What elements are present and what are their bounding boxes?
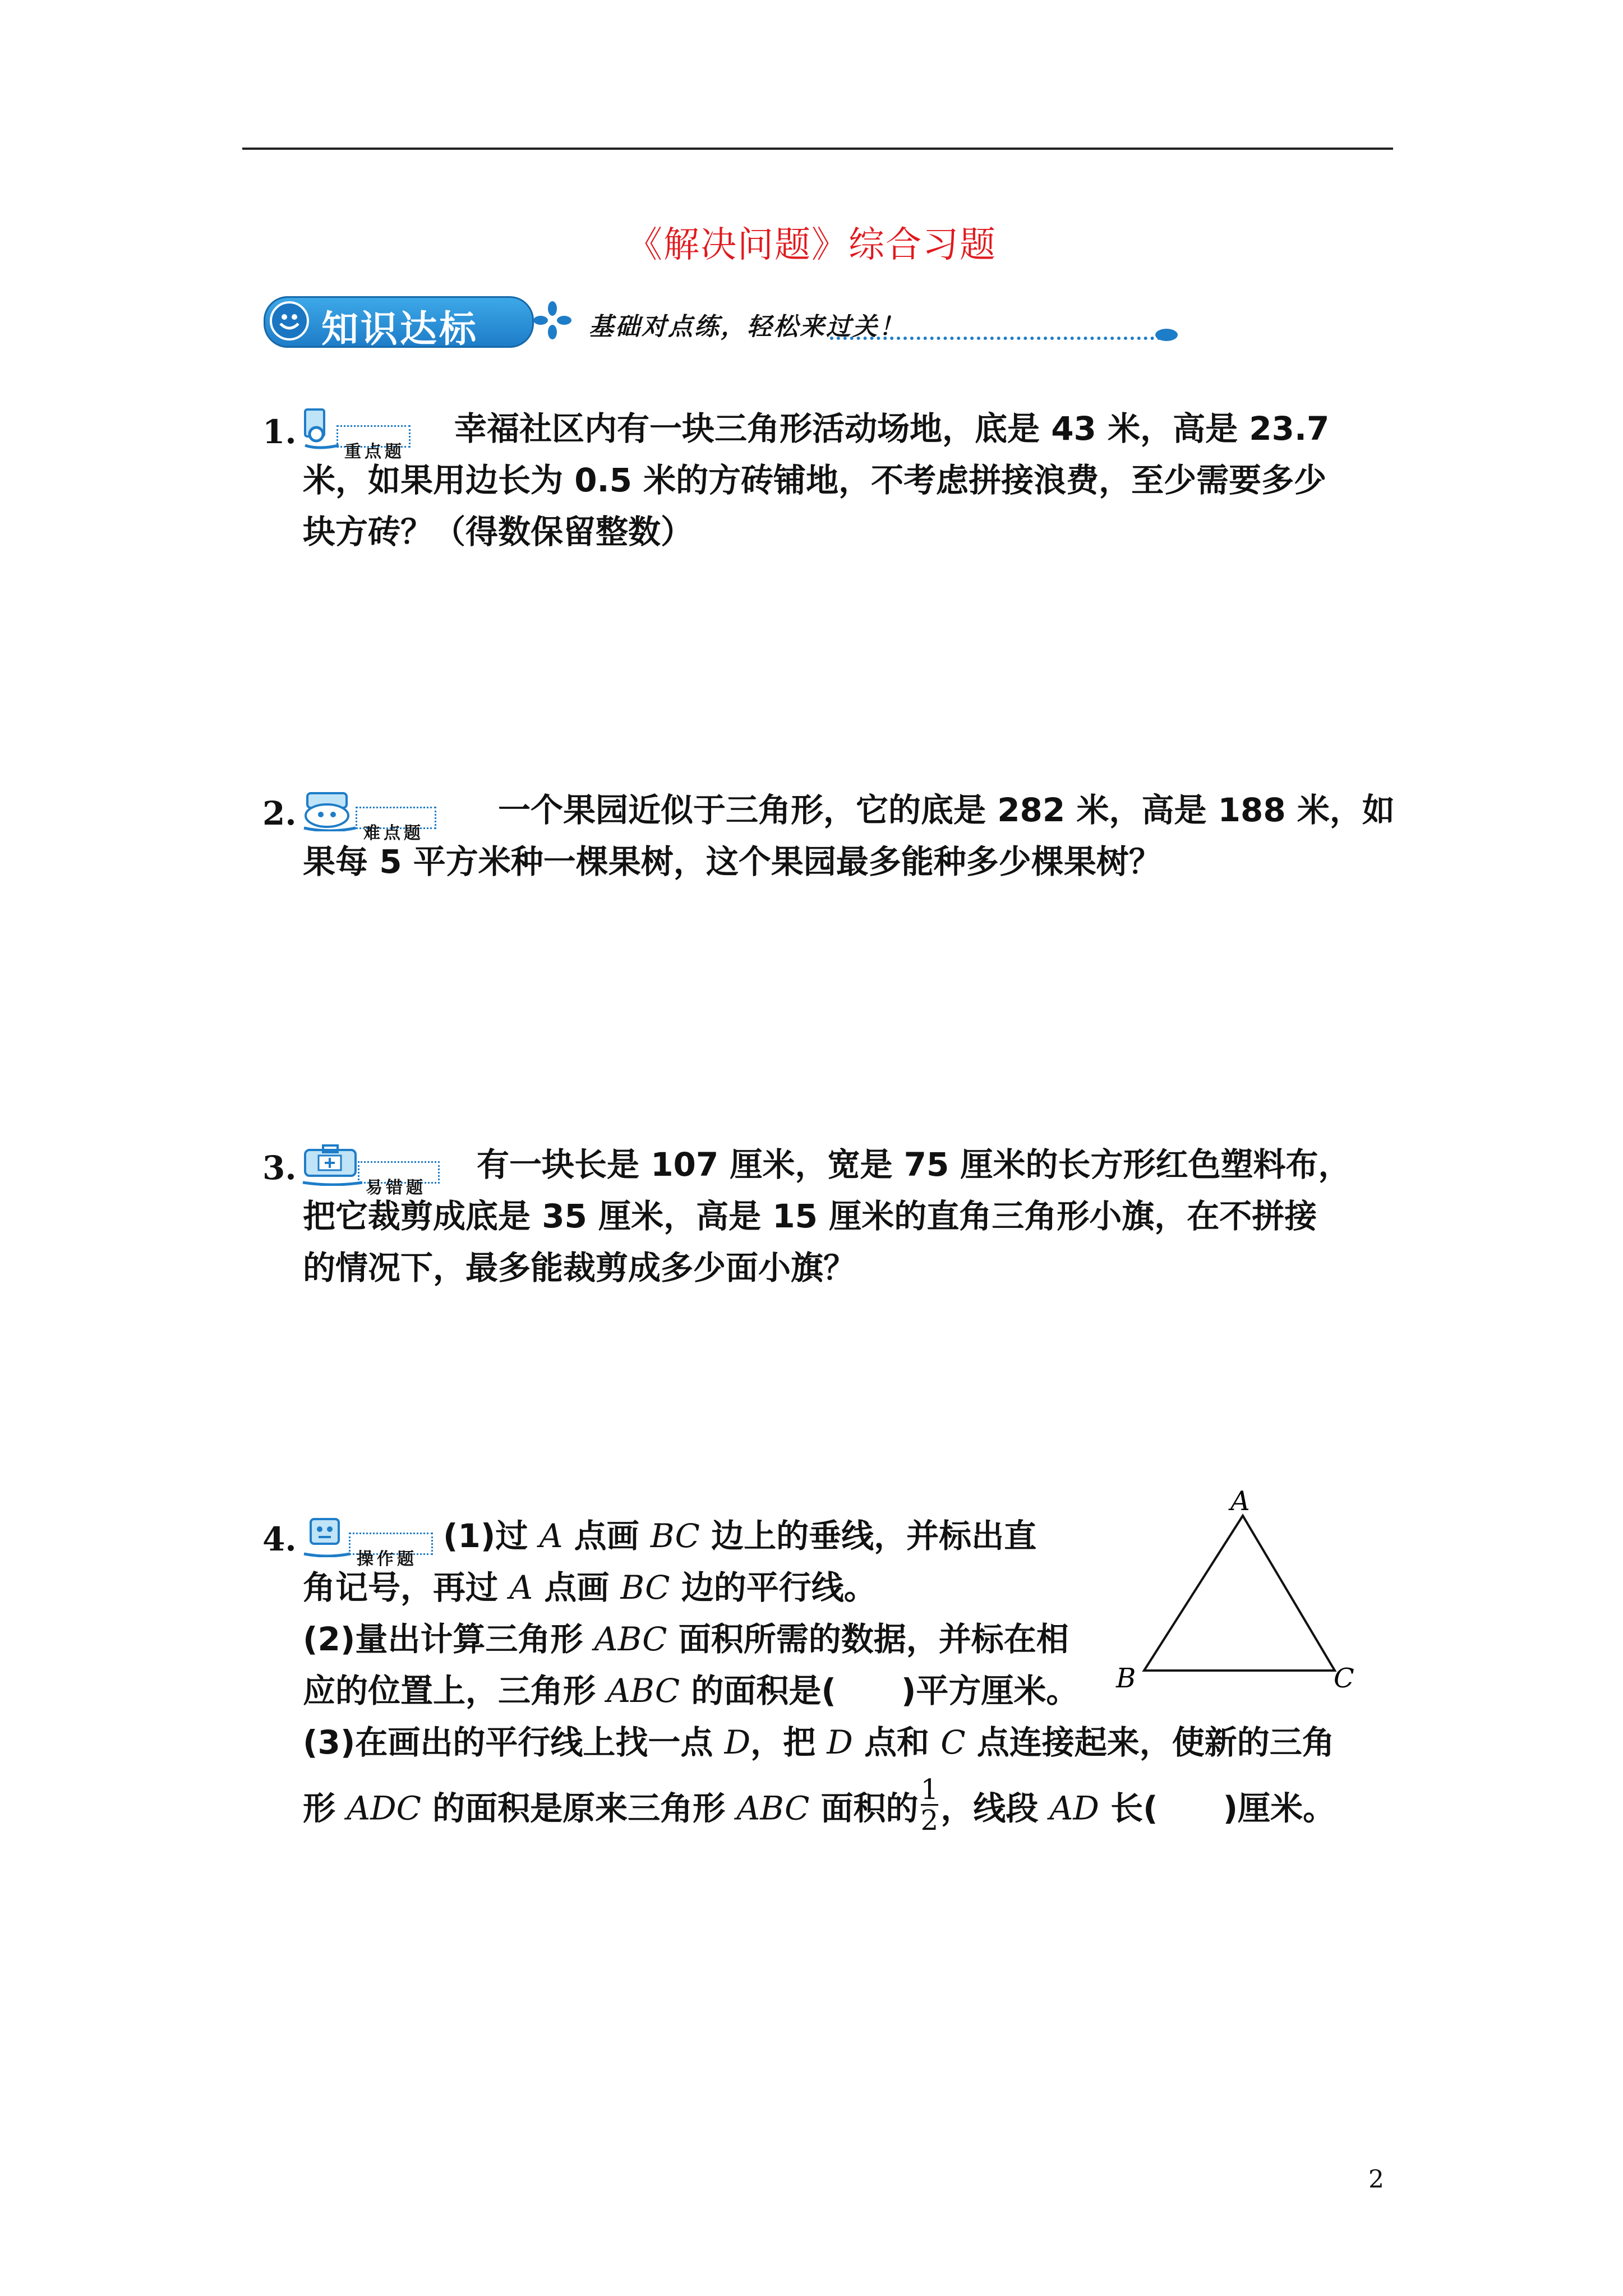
- badge-operation: [302, 1515, 459, 1569]
- question-text-line: 有一块长是 107 厘米，宽是 75 厘米的长方形红色塑料布，: [477, 1145, 1351, 1184]
- question-text-line: 块方砖？（得数保留整数）: [303, 513, 694, 551]
- question-part-2-line: (2)量出计算三角形 ABC 面积所需的数据，并标在相: [303, 1620, 1069, 1658]
- flower-icon: [533, 301, 572, 340]
- question-part-3-line: (3)在画出的平行线上找一点 D，把 D 点和 C 点连接起来，使新的三角: [303, 1723, 1335, 1761]
- document-title: 《解决问题》综合习题: [626, 224, 997, 266]
- section-banner: [264, 296, 1183, 351]
- badge-key-point: [302, 407, 448, 462]
- medkit-icon: [302, 1143, 363, 1186]
- badge-error-prone: [302, 1143, 470, 1198]
- question-part-3-line-2: 形 ADC 的面积是原来三角形 ABC 面积的 $\frac{1}{2}$ ，线段 AD 长( )厘米。: [303, 1773, 1336, 1837]
- smile-icon: [270, 301, 309, 341]
- fraction-one-half: [921, 1775, 939, 1835]
- var-ABC: ABC: [594, 1620, 667, 1658]
- question-number: 3.: [262, 1149, 297, 1187]
- banner-subtitle: 基础对点练，轻松来过关！: [589, 312, 905, 341]
- question-text-line: 幸福社区内有一块三角形活动场地，底是 43 米，高是 23.7: [454, 409, 1330, 448]
- banner-dotted-line: [830, 337, 1161, 340]
- banner-drop: [1155, 329, 1178, 341]
- question-number: 2.: [262, 794, 297, 832]
- var-D: D: [827, 1723, 853, 1761]
- badge-difficult: [302, 789, 470, 843]
- question-part-1-line: (1)过 A 点画 BC 边上的垂线，并标出直: [443, 1517, 1037, 1555]
- question-number: 1.: [262, 413, 297, 451]
- header-rule: [242, 148, 1393, 150]
- question-part-1-line-2: 角记号，再过 A 点画 BC 边的平行线。: [303, 1568, 877, 1607]
- var-ADC: ADC: [347, 1789, 421, 1828]
- fraction-numerator: 1: [920, 1773, 939, 1806]
- question-number: 4.: [262, 1520, 297, 1558]
- vertex-label-a: A: [1230, 1487, 1250, 1517]
- magnifier-icon: [302, 407, 341, 450]
- fraction-denominator: 2: [920, 1804, 939, 1837]
- badge-label: 易错题: [366, 1178, 426, 1198]
- vertex-label-c: C: [1334, 1663, 1354, 1694]
- var-D: D: [724, 1723, 751, 1761]
- banner-label: 知识达标: [321, 307, 478, 351]
- face-icon: [302, 789, 358, 831]
- triangle-abc-figure: [1099, 1487, 1380, 1705]
- var-AD: AD: [1049, 1789, 1099, 1828]
- question-text-line: 的情况下，最多能裁剪成多少面小旗？: [303, 1249, 856, 1287]
- banner-pill: [264, 296, 534, 351]
- vertex-label-b: B: [1116, 1663, 1136, 1694]
- badge-label: 操作题: [357, 1549, 417, 1569]
- var-A: A: [509, 1568, 533, 1607]
- question-part-2-line-2: 应的位置上，三角形 ABC 的面积是( )平方厘米。: [303, 1672, 1079, 1710]
- question-text-line: 一个果园近似于三角形，它的底是 282 米，高是 188 米，如: [498, 791, 1395, 829]
- var-ABC: ABC: [607, 1672, 680, 1710]
- question-text-line: 果每 5 平方米种一棵果树，这个果园最多能种多少棵果树？: [303, 843, 1161, 881]
- page-number: 2: [1368, 2165, 1384, 2194]
- badge-label: 重点题: [344, 442, 405, 462]
- triangle-abc: [1144, 1516, 1335, 1671]
- robot-icon: [302, 1515, 352, 1557]
- var-C: C: [940, 1723, 966, 1761]
- question-text-line: 把它裁剪成底是 35 厘米，高是 15 厘米的直角三角形小旗，在不拼接: [303, 1197, 1317, 1235]
- question-text-line: 米，如果用边长为 0.5 米的方砖铺地，不考虑拼接浪费，至少需要多少: [303, 461, 1327, 499]
- var-A: A: [539, 1517, 563, 1555]
- var-BC: BC: [620, 1568, 670, 1607]
- var-ABC: ABC: [736, 1789, 810, 1828]
- var-BC: BC: [650, 1517, 700, 1555]
- badge-label: 难点题: [363, 823, 424, 843]
